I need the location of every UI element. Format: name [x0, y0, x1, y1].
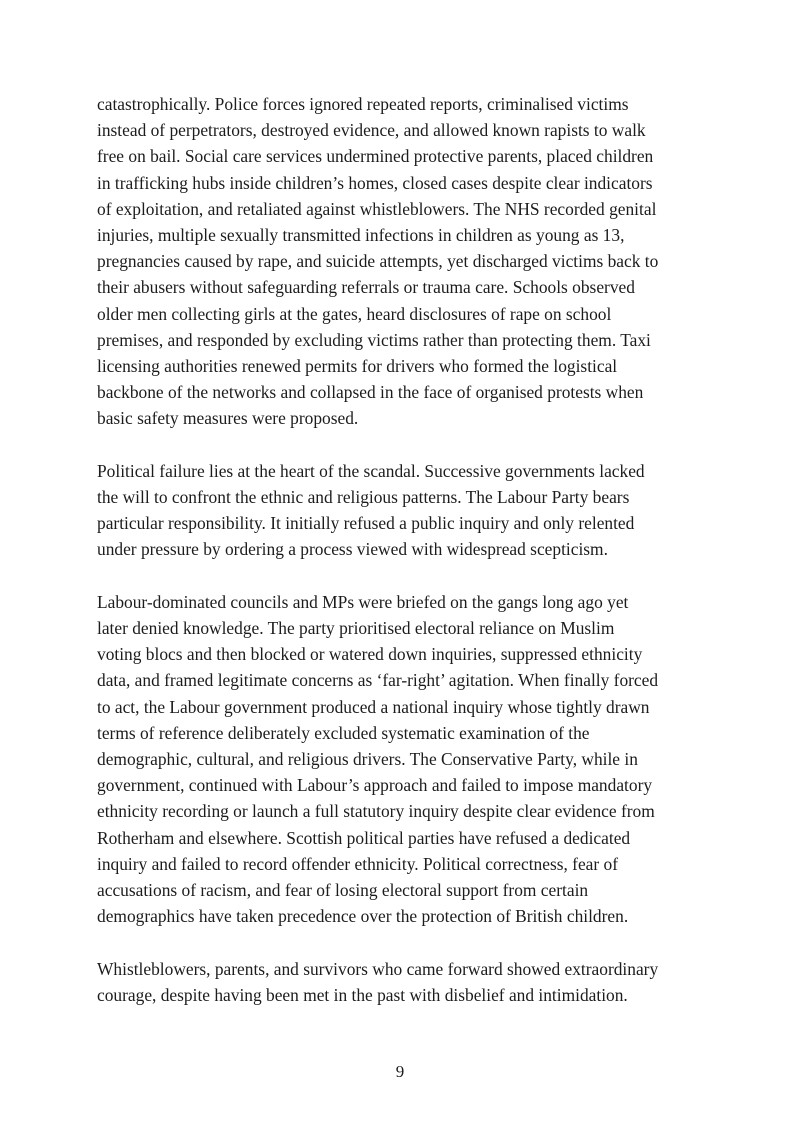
text-line: their abusers without safeguarding referrals or trauma care. Schools observed: [97, 277, 635, 298]
text-line: Labour-dominated councils and MPs were briefed on the gangs long ago yet: [97, 591, 629, 612]
text-line: particular responsibility. It initially refused a public inquiry and only relented: [97, 513, 635, 534]
text-line: terms of reference deliberately excluded systematic examination of the: [97, 722, 590, 743]
text-line: instead of perpetrators, destroyed evidence, and allowed known rapists to walk: [97, 120, 646, 141]
text-line: demographics have taken precedence over the protection of British children.: [97, 906, 629, 927]
text-line: licensing authorities renewed permits for drivers who formed the logistical: [97, 356, 618, 377]
text-line: accusations of racism, and fear of losing electoral support from certain: [97, 880, 589, 901]
paragraph-2: [97, 458, 707, 563]
text-line: pregnancies caused by rape, and suicide attempts, yet discharged victims back to: [97, 251, 659, 272]
text-line: data, and framed legitimate concerns as ‘far-right’ agitation. When finally forced: [97, 670, 659, 691]
text-line: backbone of the networks and collapsed in the face of organised protests when: [97, 382, 644, 403]
text-line: catastrophically. Police forces ignored repeated reports, criminalised victims: [97, 94, 629, 114]
text-line: injuries, multiple sexually transmitted infections in children as young as 13,: [97, 225, 625, 246]
text-line: the will to confront the ethnic and religious patterns. The Labour Party bears: [97, 487, 630, 508]
paragraph-1: [97, 91, 707, 432]
text-line: free on bail. Social care services undermined protective parents, placed children: [97, 146, 654, 167]
paragraph-3: [97, 589, 707, 930]
text-line: Whistleblowers, parents, and survivors who came forward showed extraordinary: [97, 958, 659, 979]
text-line: basic safety measures were proposed.: [97, 408, 359, 429]
text-line: government, continued with Labour’s approach and failed to impose mandatory: [97, 775, 653, 796]
text-line: later denied knowledge. The party prioritised electoral reliance on Muslim: [97, 618, 615, 639]
paragraph-4: [97, 956, 707, 1008]
text-line: voting blocs and then blocked or watered down inquiries, suppressed ethnicity: [97, 644, 643, 665]
text-line: under pressure by ordering a process viewed with widespread scepticism.: [97, 539, 608, 560]
text-line: ethnicity recording or launch a full statutory inquiry despite clear evidence from: [97, 801, 655, 822]
text-line: Political failure lies at the heart of the scandal. Successive governments lacked: [97, 460, 645, 481]
text-line: to act, the Labour government produced a national inquiry whose tightly drawn: [97, 696, 650, 717]
text-line: in trafficking hubs inside children’s homes, closed cases despite clear indicators: [97, 172, 653, 193]
text-line: older men collecting girls at the gates, heard disclosures of rape on school: [97, 303, 612, 324]
page-number: 9: [395, 1062, 405, 1081]
text-line: demographic, cultural, and religious drivers. The Conservative Party, while in: [97, 749, 638, 770]
text-line: premises, and responded by excluding victims rather than protecting them. Taxi: [97, 329, 651, 350]
text-line: inquiry and failed to record offender ethnicity. Political correctness, fear of: [97, 853, 619, 874]
text-line: Rotherham and elsewhere. Scottish political parties have refused a dedicated: [97, 827, 631, 848]
body-text: [97, 91, 707, 1034]
text-line: of exploitation, and retaliated against whistleblowers. The NHS recorded genital: [97, 198, 657, 219]
text-line: courage, despite having been met in the past with disbelief and intimidation.: [97, 984, 628, 1005]
